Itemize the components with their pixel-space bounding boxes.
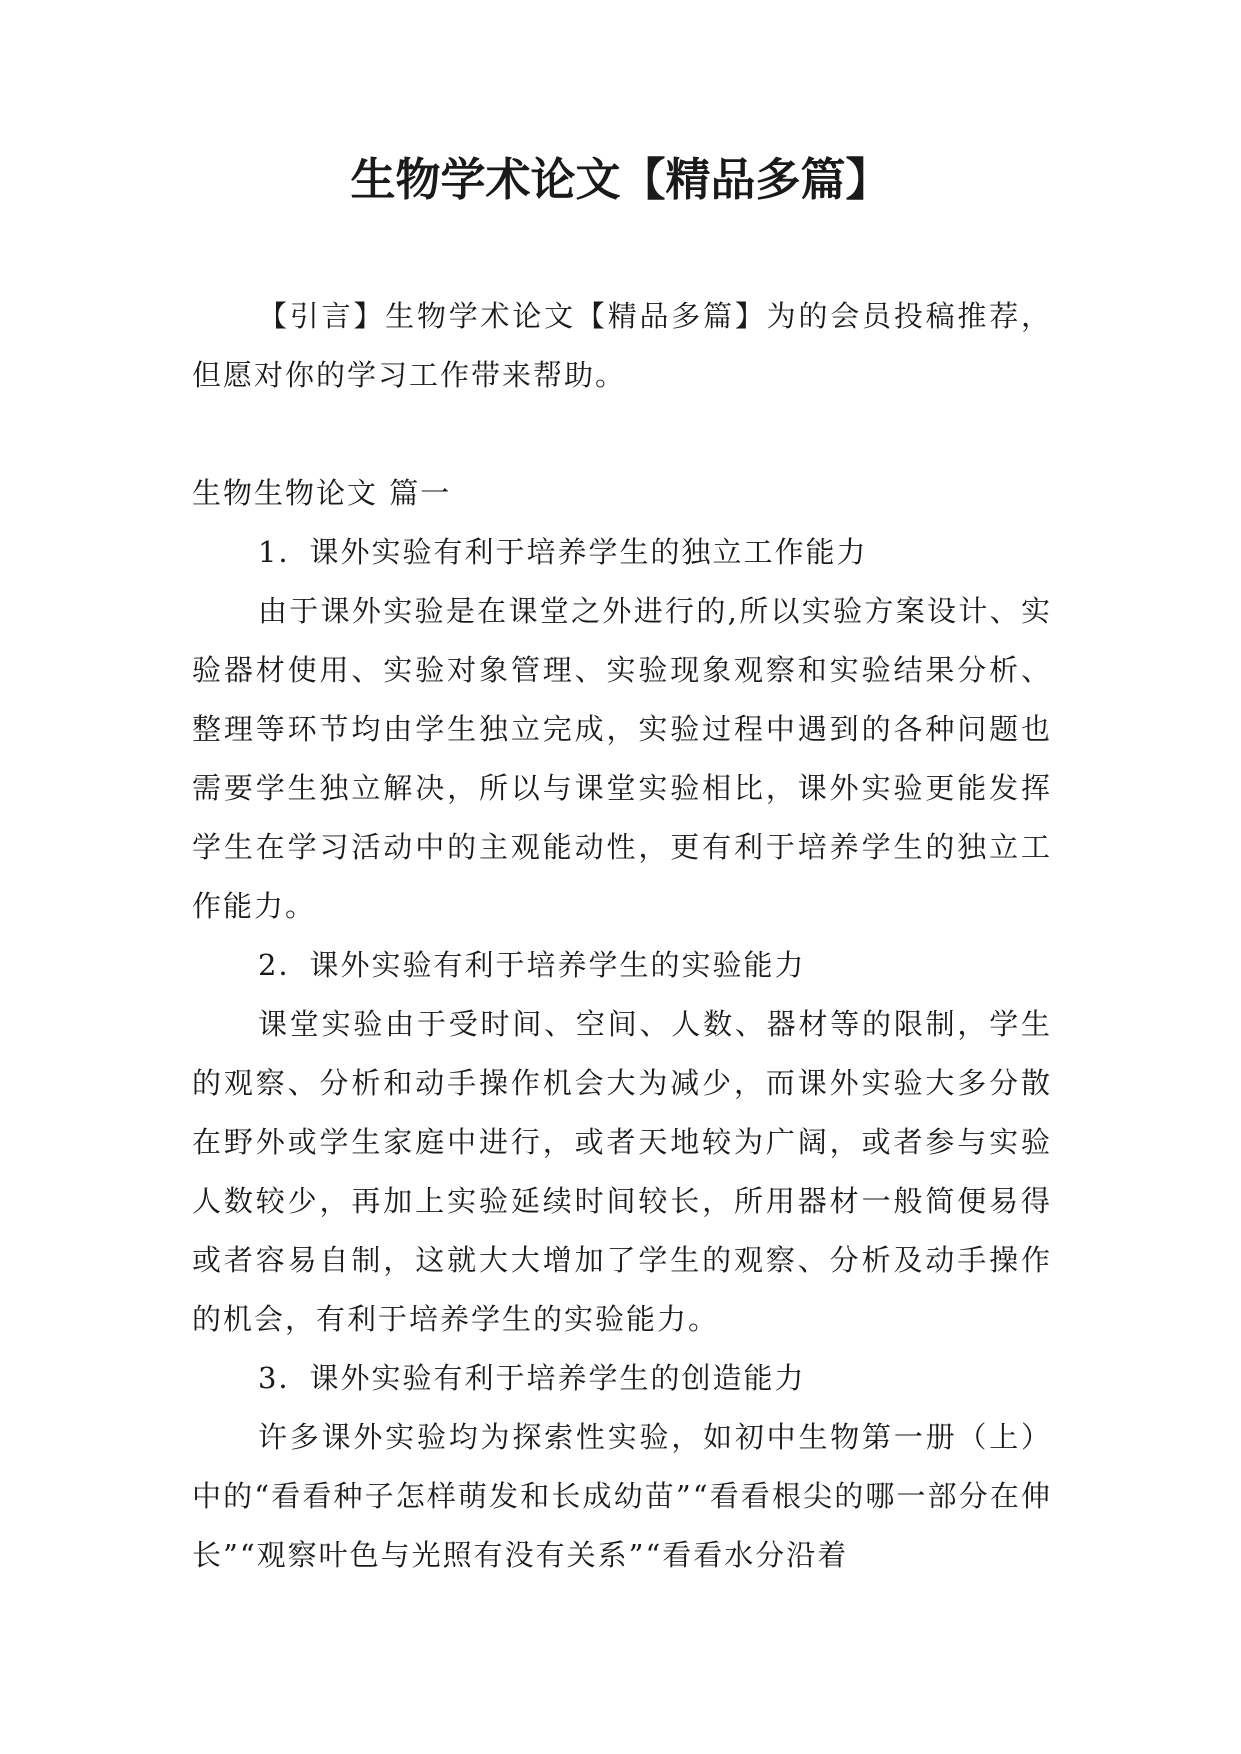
document-title: 生物学术论文【精品多篇】	[350, 153, 891, 206]
intro-paragraph: 【引言】生物学术论文【精品多篇】为的会员投稿推荐，但愿对你的学习工作带来帮助。	[192, 299, 1052, 392]
item-body-2: 课堂实验由于受时间、空间、人数、器材等的限制，学生的观察、分析和动手操作机会大为减少，而课外实验大多分散在野外或学生家庭中进行，或者天地较为广阔，或者参与实验人数较少，再加上实验延续时间较长，所用器材一般简便易得或者容易自制，这就大大增加了学生的观察、分析及动手操作的机会，有利于培养学生的实验能力。	[192, 1007, 1052, 1336]
item-body-3: 许多课外实验均为探索性实验，如初中生物第一册（上）中的“看看种子怎样萌发和长成幼苗”“看看根尖的哪一部分在伸长”“观察叶色与光照有没有关系”“看看水分沿着	[192, 1420, 1052, 1572]
item-heading-1: 1．课外实验有利于培养学生的独立工作能力	[258, 535, 868, 569]
item-body-1: 由于课外实验是在课堂之外进行的,所以实验方案设计、实验器材使用、实验对象管理、实验现象观察和实验结果分析、整理等环节均由学生独立完成，实验过程中遇到的各种问题也需要学生独立解决，所以与课堂实验相比，课外实验更能发挥学生在学习活动中的主观能动性，更有利于培养学生的独立工作能力。	[192, 594, 1052, 923]
section-heading: 生物生物论文 篇一	[192, 476, 452, 510]
document-body	[192, 287, 1052, 1585]
paragraph-spacer	[192, 405, 1052, 464]
item-heading-3: 3．课外实验有利于培养学生的创造能力	[258, 1361, 806, 1395]
item-heading-2: 2．课外实验有利于培养学生的实验能力	[258, 948, 806, 982]
